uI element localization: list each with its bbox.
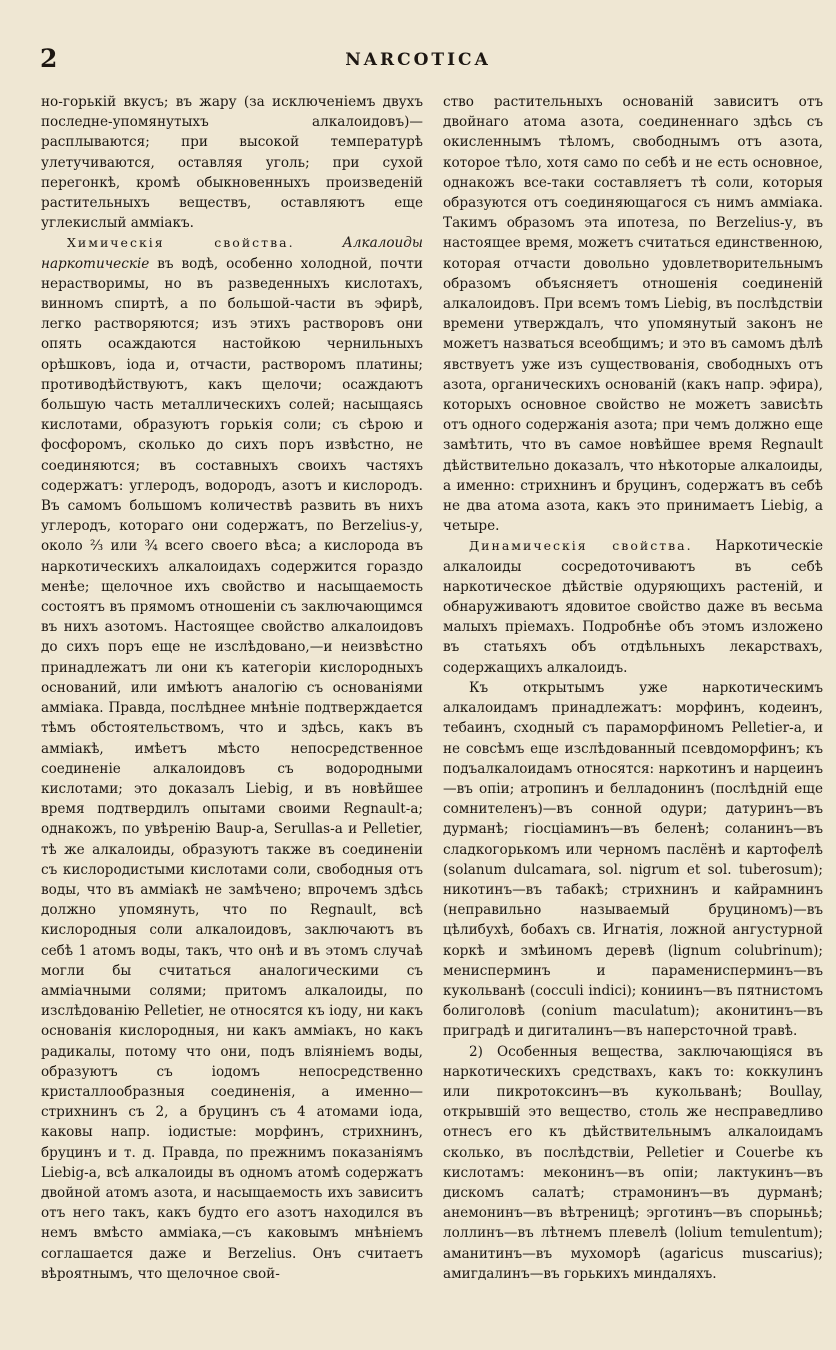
left-column bbox=[41, 92, 423, 1284]
paragraph: 2) Особенныя вещества, заключающіяся въ наркотическихъ средствахъ, какъ то: коккулинъ или пикротоксинъ—въ кукольванѣ; Boullay, открывшій это вещество, столь же несправедливо отнесъ его къ дѣйствительнымъ алкалоидамъ сколько, въ послѣдствіи, Pelletier и Couerbe къ кислотамъ: меконинъ—въ опіи; лактукинъ—въ диcкомъ салатѣ; страмонинъ—въ дурманѣ; анемонинъ—въ вѣтреницѣ; эрготинъ—въ спорыньѣ; лоллинъ—въ лѣтнемъ плевелѣ (lolium temulentum); аманитинъ—въ мухоморѣ (agaricus muscarius); амигдалинъ—въ горькихъ миндаляхъ. bbox=[443, 1043, 823, 1282]
paragraph bbox=[443, 536, 823, 677]
section-lead: Динамическія свойства. bbox=[469, 538, 693, 554]
page-number: 2 bbox=[40, 44, 58, 73]
paragraph: но-горькій вкусъ; въ жару (за исключеніемъ двухъ последне-упомянутыхъ алкалоидовъ)— расплываются; при высокой температурѣ улетучиваются, оставляя уголь; при сухой перегонкѣ, кромѣ обыкновенныхъ произведеній растительныхъ веществъ, оставляютъ еще углекислый аммiакъ. bbox=[41, 94, 423, 232]
emphasis-term: Алкалоиды наркотическіе bbox=[41, 235, 423, 272]
section-lead: Химическія свойства. bbox=[67, 235, 295, 251]
paragraph: ство растительныхъ основаній зависитъ отъ двойнаго атома азота, соединеннаго здѣсь съ окисленнымъ тѣломъ, свободнымъ отъ азота, которое тѣло, хотя само по себѣ и не есть основное, однакожъ все-таки составляетъ тѣ соли, которыя образуются отъ соединяющагося съ нимъ аммiака. Такимъ образомъ эта ипотеза, по Berzelius-у, въ настоящее время, можетъ считаться единственною, которая отчасти довольно удовлетворительнымъ образомъ объясняетъ отношенія соединеній алкалоидовъ. При всемъ томъ Liebig, въ послѣдствіи времени утверждалъ, что упомянутый законъ не можетъ назваться всеобщимъ; и это въ самомъ дѣлѣ явствуетъ уже изъ существованія, свободныхъ отъ азота, органическихъ основаній (какъ напр. эфира), которыхъ основное свойство не можетъ зависѣть отъ одного содержанія азота; при чемъ должно еще замѣтить, что въ самое новѣйшее время Regnault дѣйствительно доказалъ, что нѣкоторые алкалоиды, а именно: стрихнинъ и бруцинъ, содержатъ въ себѣ не два атома азота, какъ это принимаетъ Liebig, а четыре. bbox=[443, 94, 823, 535]
running-title: NARCOTICA bbox=[345, 50, 491, 70]
paragraph-text: Наркотическіе алкалоиды сосредоточиваютъ въ себѣ наркотическое дѣйствіе одуряющихъ растеній, и обнаруживаютъ ядовитое свойство даже въ весьма малыхъ пріемахъ. Подробнѣе объ этомъ изложено въ статьяхъ объ отдѣльныхъ лекарствахъ, содержащихъ алкалоидъ. bbox=[443, 538, 823, 676]
right-column bbox=[443, 92, 823, 1284]
paragraph bbox=[41, 233, 423, 1284]
paragraph-text: въ водѣ, особенно холодной, почти нерастворимы, но въ разведенныхъ кислотахъ, винномъ спиртѣ, а по большой-части въ эфирѣ, легко растворяются; изъ этихъ растворовъ они опять осаждаются настойкою чернильныхъ орѣшковъ, іода и, отчасти, растворомъ платины; противодѣйствуютъ, какъ щелочи; осаждаютъ большую часть металлическихъ солей; насыщаясь кислотами, образуютъ горькія соли; съ сѣрою и фосфоромъ, сколько до сихъ поръ извѣстно, не соединяются; въ составныхъ своихъ частяхъ содержатъ: углеродъ, водородъ, азотъ и кислородъ. Въ самомъ большомъ количествѣ развить въ нихъ углеродъ, котораго они содержатъ, по Berzelius-у, около ⅔ или ¾ всего своего вѣса; а кислорода въ наркотическихъ алкалоидахъ содержится гораздо менѣе; щелочное ихъ свойство и насыщаемость состоятъ въ прямомъ отношеніи съ заключающимся въ нихъ азотомъ. Настоящее свойство алкалоидовъ до сихъ поръ еще не изслѣдовано,—и неизвѣстно принадлежатъ ли они къ категоріи кислородныхъ оснований, или имѣютъ аналогію съ основаніями аммiака. Правда, послѣднее мнѣніе подтверждается тѣмъ обстоятельствомъ, что и здѣсь, какъ въ аммiакѣ, имѣетъ мѣсто непосредственное соединеніе алкалоидовъ съ водородными кислотами; это доказалъ Liebig, и въ новѣйшее время подтвердилъ опытами своими Regnault-а; однакожъ, по увѣренію Baup-а, Serullas-а и Pelletier, тѣ же алкалоиды, образуютъ также въ соединеніи съ кислородистыми кислотами соли, свободныя отъ воды, что въ аммiакѣ не замѣчено; впрочемъ здѣсь должно упомянуть, что по Regnault, всѣ кислородныя соли алкалоидовъ, заключаютъ въ себѣ 1 атомъ воды, такъ, что онѣ и въ этомъ случаѣ могли бы считаться аналогическими съ аммiачными солями; притомъ алкалоиды, по изслѣдованію Pelletier, не относятся къ іоду, ни какъ основанія кислородныя, ни какъ аммiакъ, но какъ радикалы, потому что они, подъ вліяніемъ воды, образуютъ съ іодомъ непосредственно кристаллообразныя соединенія, а именно—стрихнинъ съ 2, а бруцинъ съ 4 атомами іода, каковы напр. іодистые: морфинъ, стрихнинъ, бруцинъ и т. д. Правда, по прежнимъ показаніямъ Liebig-а, всѣ алкалоиды въ одномъ атомѣ содержатъ двойной атомъ азота, и насыщаемость ихъ зависитъ отъ него такъ, какъ будто его азотъ находился въ немъ вмѣсто аммiака,—съ каковымъ мнѣніемъ соглашается даже и Berzelius. Онъ считаетъ вѣроятнымъ, что щелочное свой- bbox=[41, 255, 423, 1282]
paragraph: Къ открытымъ уже наркотическимъ алкалоидамъ принадлежатъ: морфинъ, кодеинъ, тебаинъ, сходный съ параморфиномъ Pelletier-а, и не совсѣмъ еще изслѣдованный псевдоморфинъ; къ подъалкалоидамъ относятся: наркотинъ и нарцеинъ—въ опіи; атропинъ и белладонинъ (послѣдній еще сомнителенъ)—въ сонной одури; датуринъ—въ дурманѣ; гіосціаминъ—въ беленѣ; соланинъ—въ сладкогорькомъ или черномъ паслёнѣ и картофелѣ (solanum dulcamara, sol. nigrum et sol. tuberosum); никотинъ—въ табакѣ; стрихнинъ и кайрамнинъ (неправильно называемый бруциномъ)—въ цѣлибухѣ, бобахъ св. Игнатія, ложной ангустурной коркѣ и змѣиномъ деревѣ (lignum colubrinum); менисперминъ и параменисперминъ—въ кукольванѣ (cocculi indici); кониинъ—въ пятнистомъ болиголовѣ (conium maculatum); аконитинъ—въ приградѣ и дигиталинъ—въ наперсточной травѣ. bbox=[443, 679, 823, 1040]
